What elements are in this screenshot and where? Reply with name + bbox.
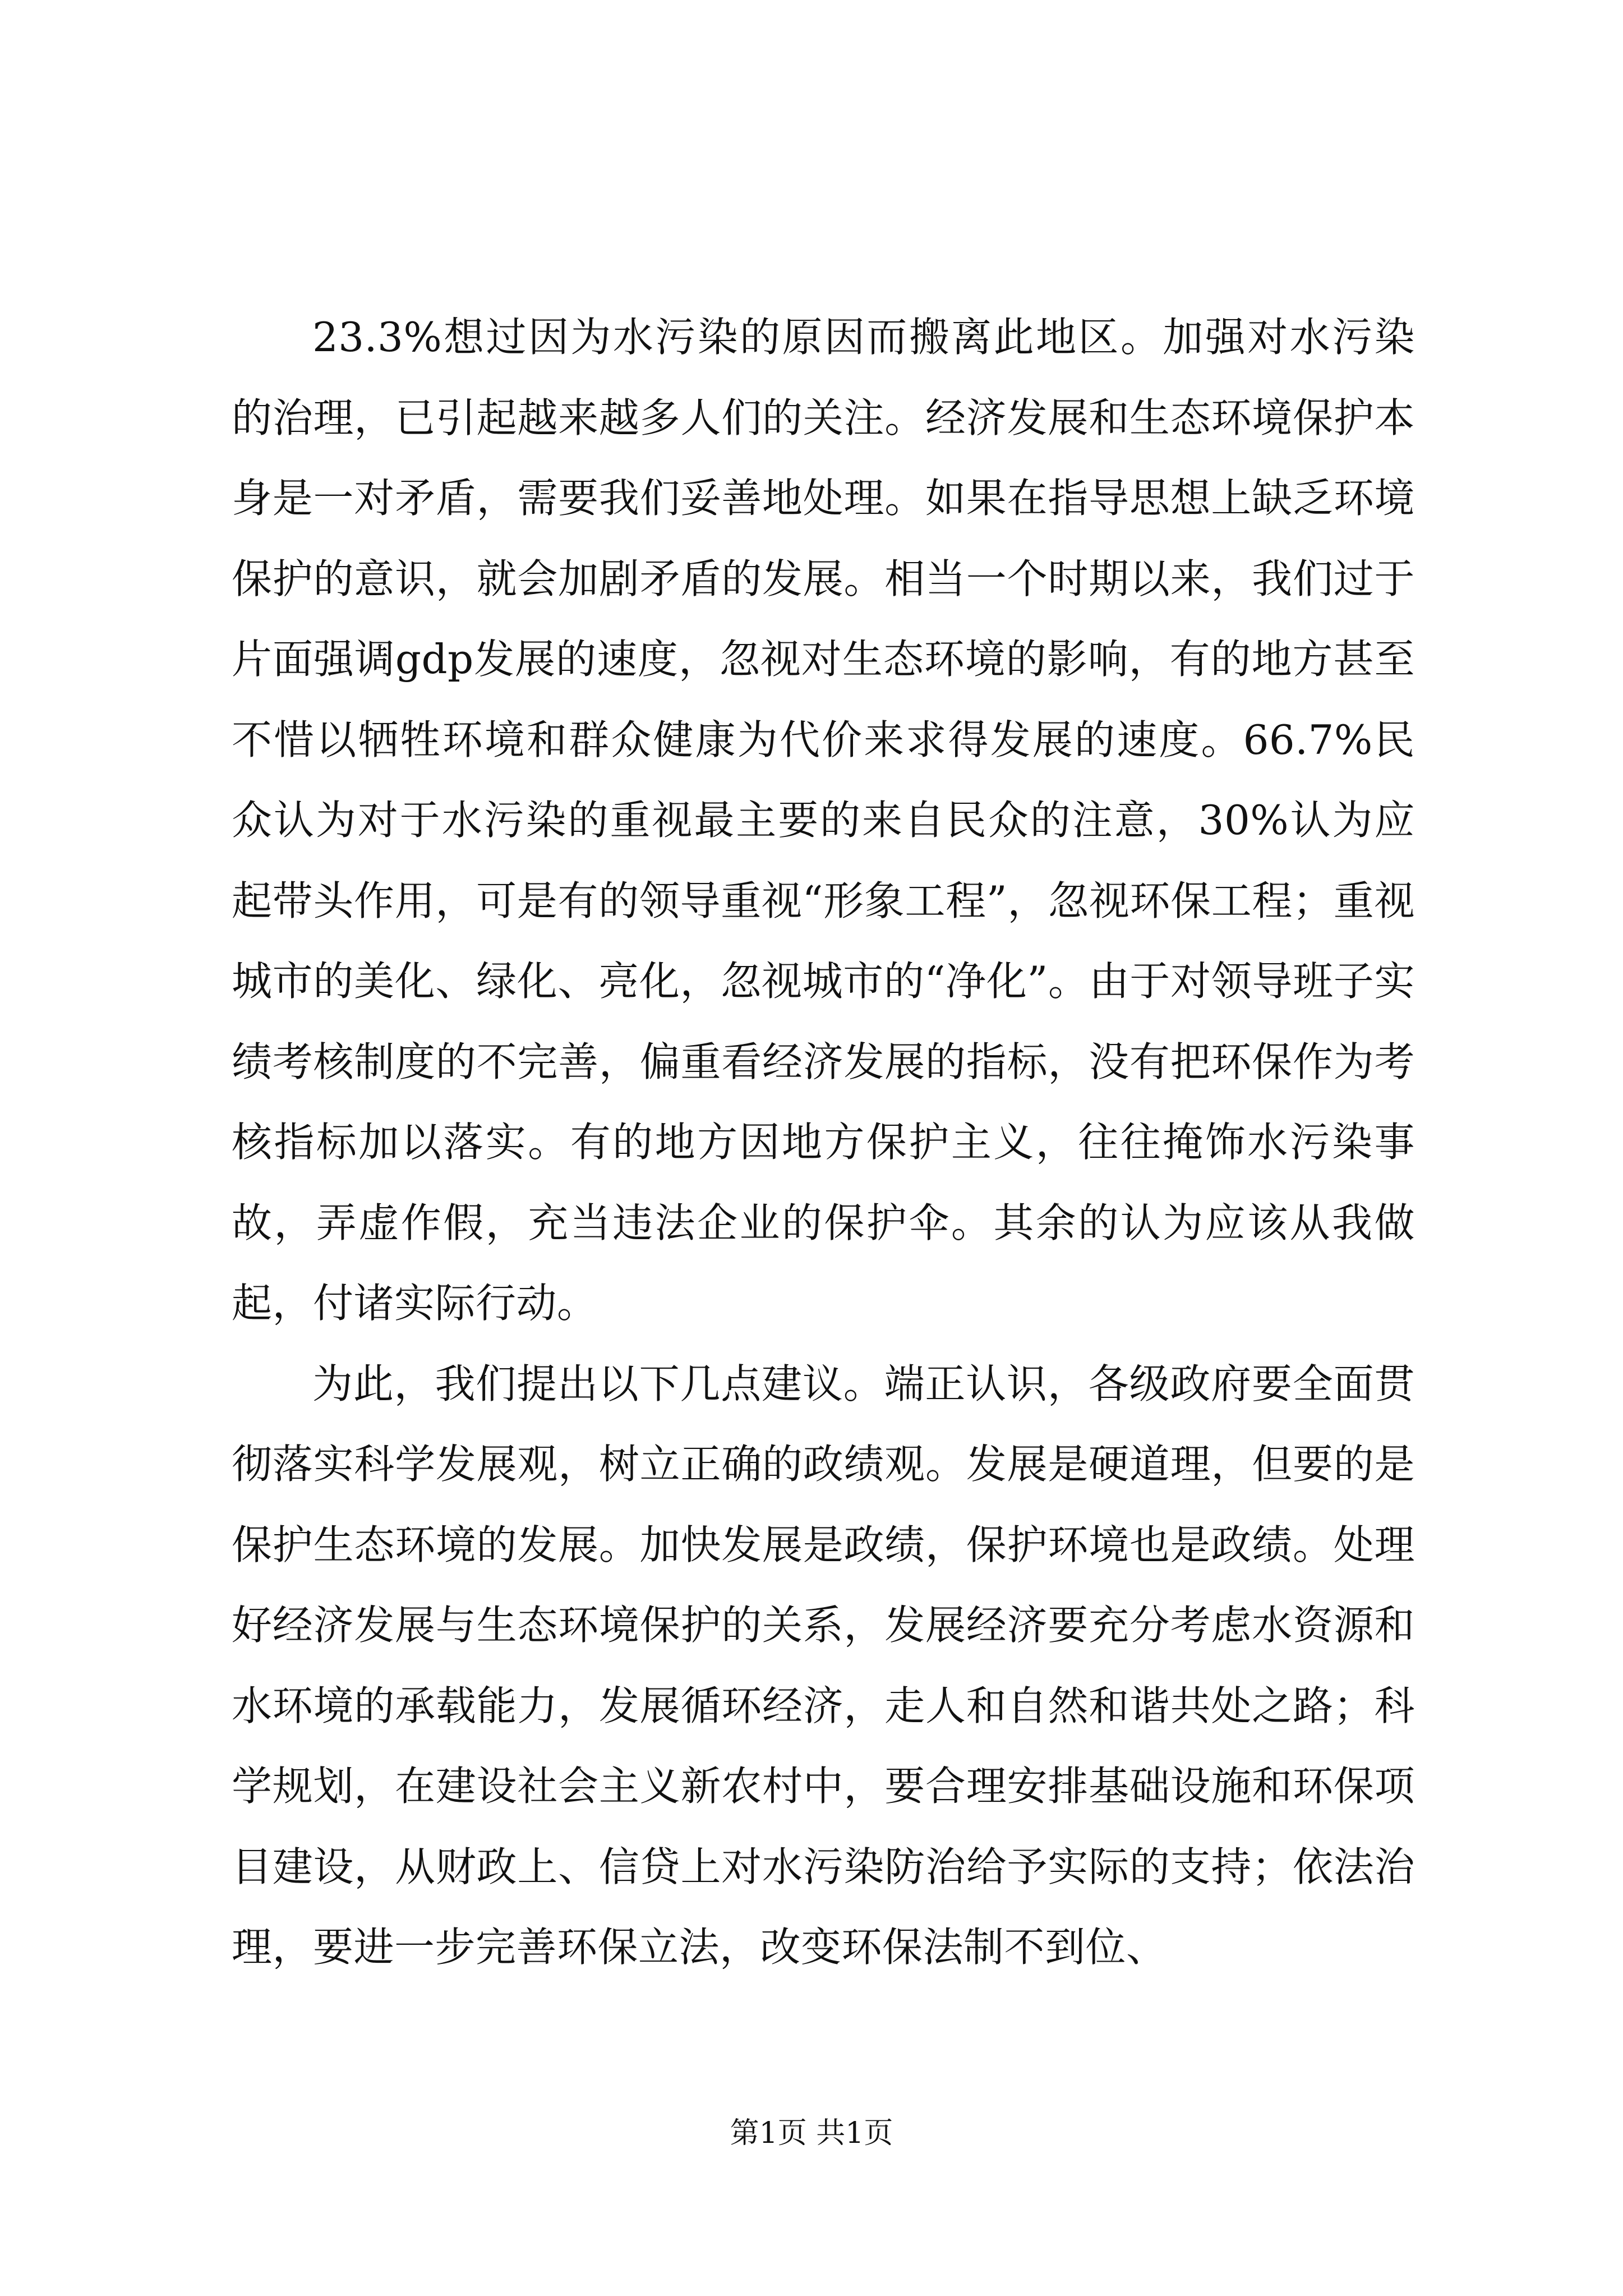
page-footer: 第1页 共1页 <box>730 2116 893 2150</box>
document-body <box>232 297 1415 1988</box>
paragraph-2: 为此，我们提出以下几点建议。端正认识，各级政府要全面贯彻落实科学发展观，树立正确的政绩观。发展是硬道理，但要的是保护生态环境的发展。加快发展是政绩，保护环境也是政绩。处理好经济发展与生态环境保护的关系，发展经济要充分考虑水资源和水环境的承载能力，发展循环经济，走人和自然和谐共处之路；科学规划，在建设社会主义新农村中，要合理安排基础设施和环保项目建设，从财政上、信贷上对水污染防治给予实际的支持；依法治理，要进一步完善环保立法，改变环保法制不到位、 <box>232 1360 1415 1971</box>
paragraph-1: 23.3%想过因为水污染的原因而搬离此地区。加强对水污染的治理，已引起越来越多人们的关注。经济发展和生态环境保护本身是一对矛盾，需要我们妥善地处理。如果在指导思想上缺乏环境保护的意识，就会加剧矛盾的发展。相当一个时期以来，我们过于片面强调gdp发展的速度，忽视对生态环境的影响，有的地方甚至不惜以牺牲环境和群众健康为代价来求得发展的速度。66.7%民众认为对于水污染的重视最主要的来自民众的注意，30%认为应起带头作用，可是有的领导重视“形象工程”，忽视环保工程；重视城市的美化、绿化、亮化，忽视城市的“净化”。由于对领导班子实绩考核制度的不完善，偏重看经济发展的指标，没有把环保作为考核指标加以落实。有的地方因地方保护主义，往往掩饰水污染事故，弄虚作假，充当违法企业的保护伞。其余的认为应该从我做起，付诸实际行动。 <box>232 314 1415 1327</box>
